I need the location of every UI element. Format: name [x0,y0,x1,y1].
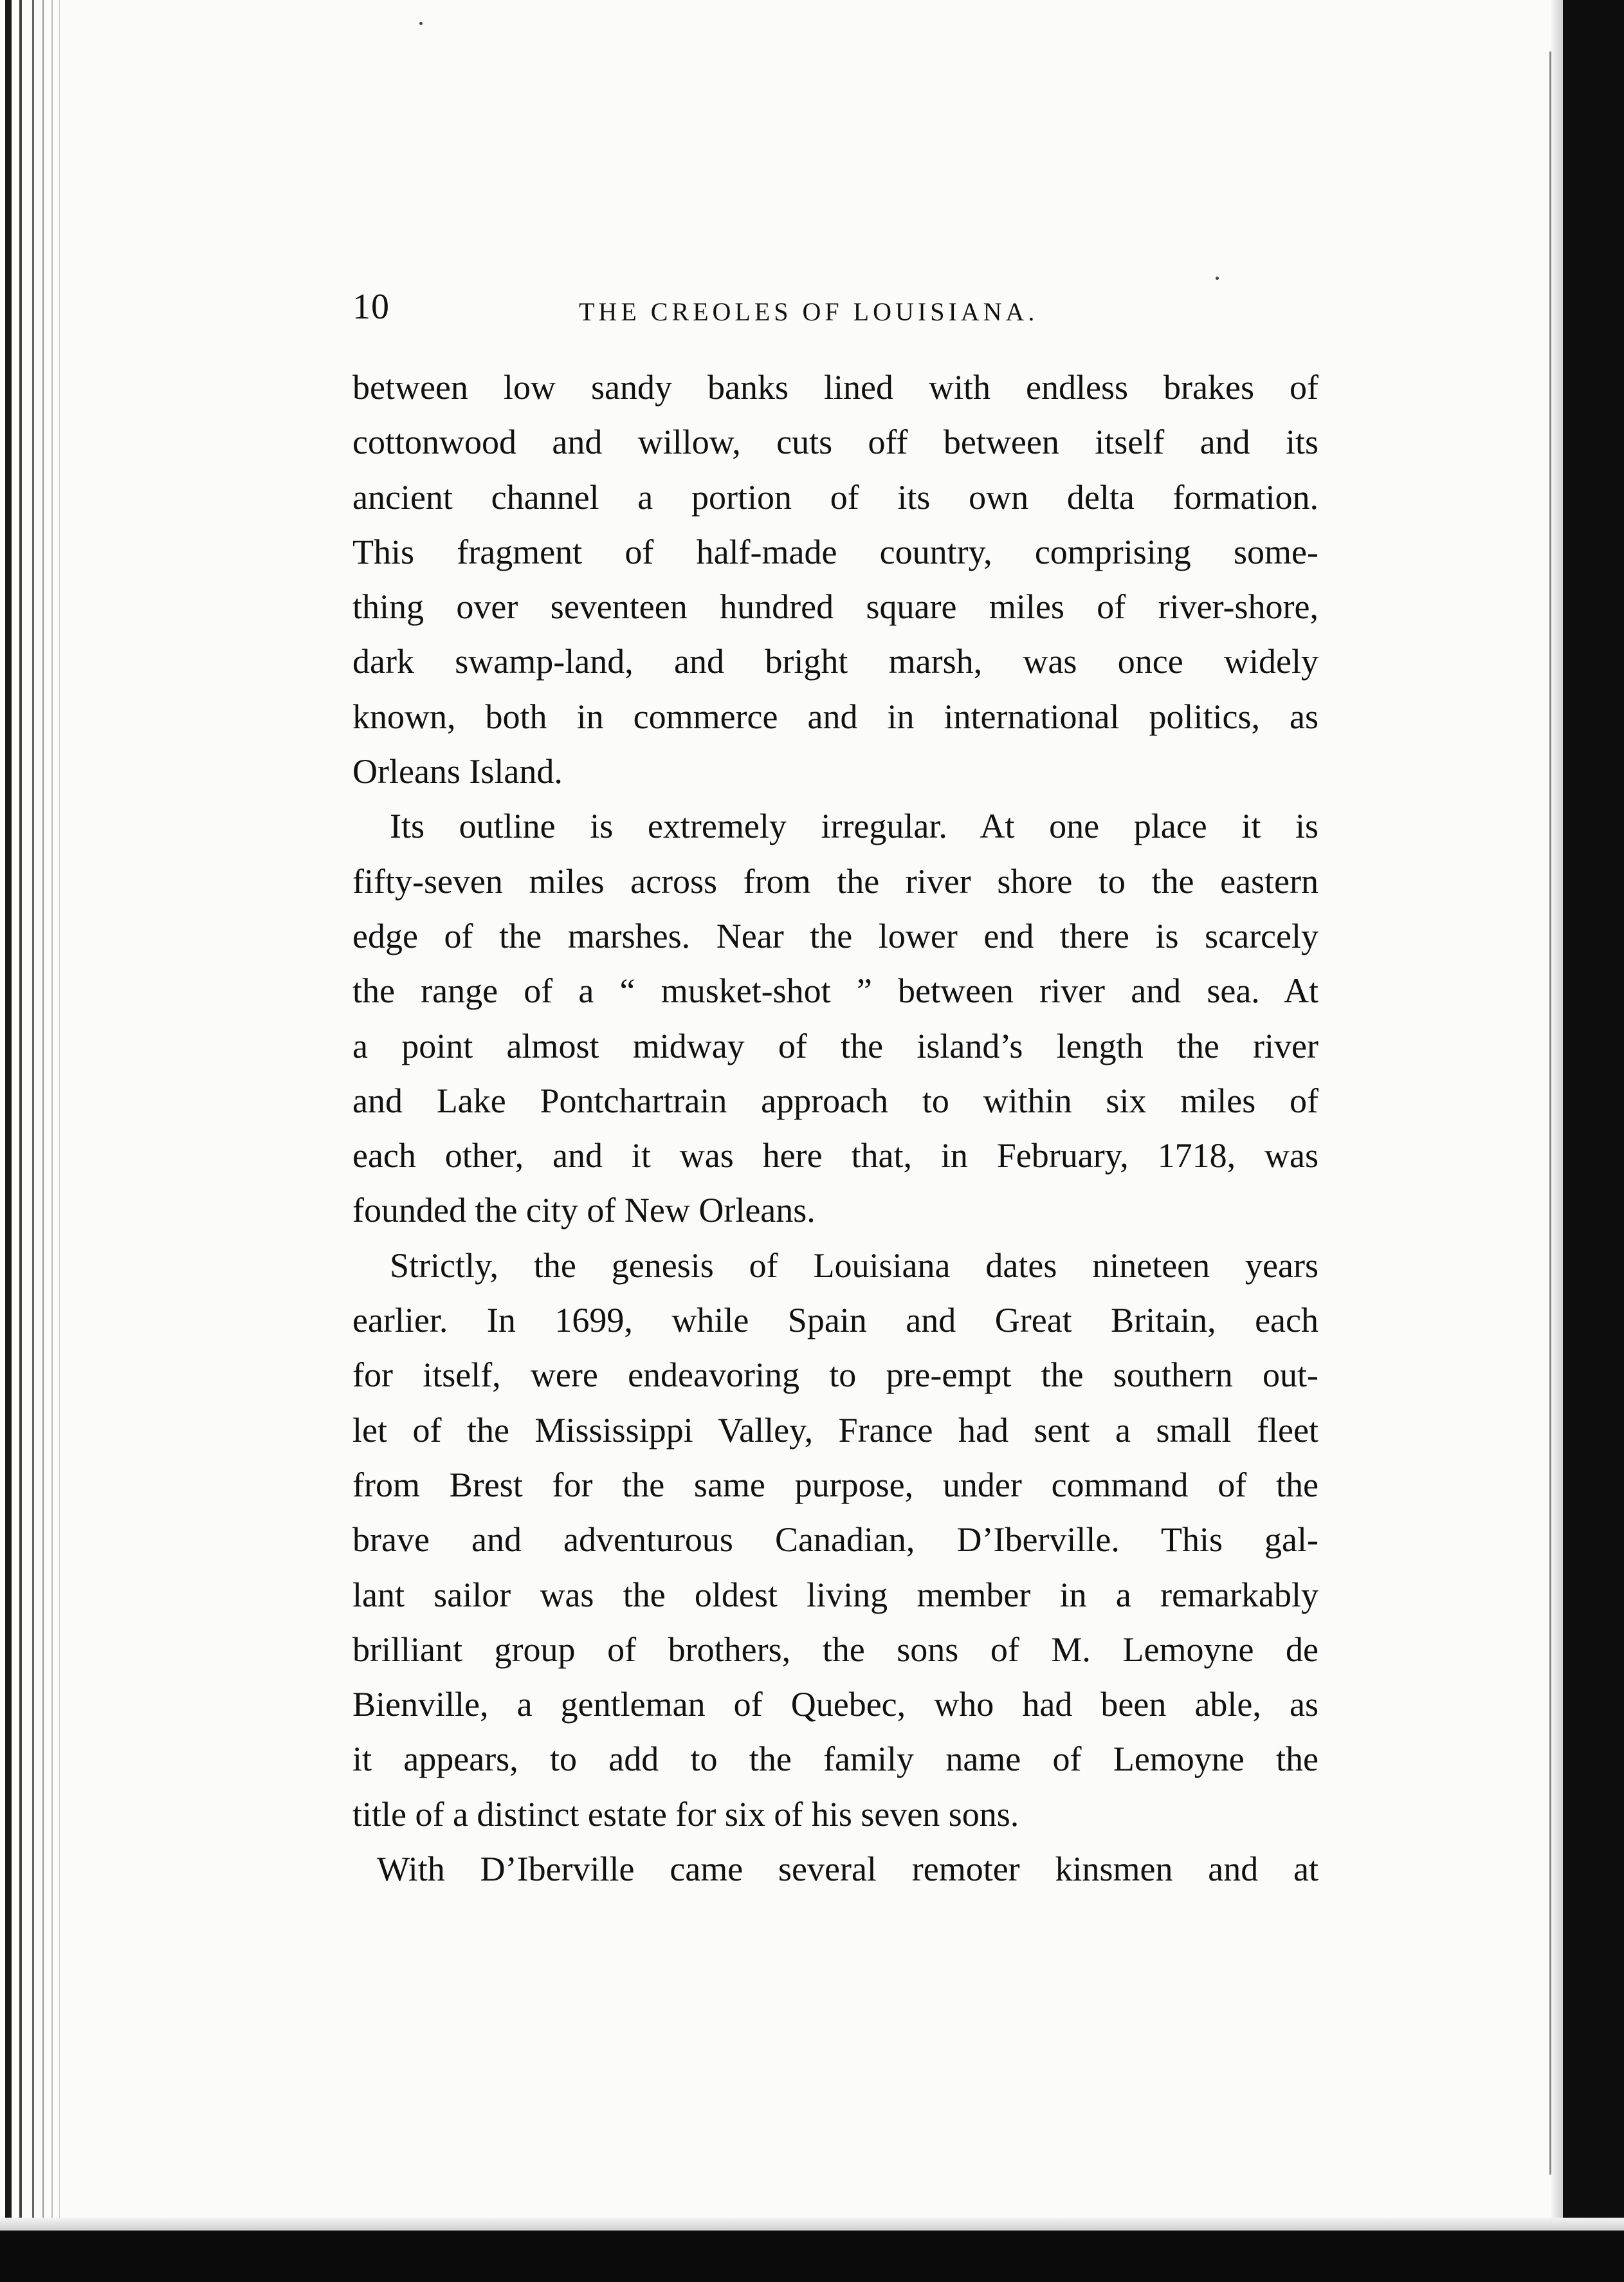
text-line: fifty-seven miles across from the river shore to the eastern [352,861,1318,901]
text-line: dark swamp-land, and bright marsh, was once widely [352,642,1318,681]
text-line: let of the Mississippi Valley, France had sent a small fleet [352,1410,1318,1449]
text-line: ancient channel a portion of its own delta formation. [352,477,1318,517]
text-line: each other, and it was here that, in February, 1718, was [352,1136,1318,1175]
text-line: known, both in commerce and in international politics, as [352,697,1318,736]
text-line: brave and adventurous Canadian, D’Iberville. This gal- [352,1520,1318,1560]
text-line: for itself, were endeavoring to pre-empt the southern out- [352,1356,1318,1395]
text-line: This fragment of half-made country, comprising some- [352,532,1318,571]
running-title: THE CREOLES OF LOUISIANA. [579,297,1039,326]
speck [419,22,423,25]
text-line: brilliant group of brothers, the sons of M. Lemoyne de [352,1630,1318,1669]
body-text [352,360,1318,1897]
text-line: lant sailor was the oldest living member in a remarkably [352,1575,1318,1614]
speck [1216,277,1219,280]
scan-border-right [1563,0,1624,2282]
text-line: Orleans Island. [352,752,563,791]
binding-line [5,0,12,2282]
text-line: title of a distinct estate for six of his seven sons. [352,1794,1019,1834]
text-line: it appears, to add to the family name of Lemoyne the [352,1740,1318,1779]
scan-border-bottom [0,2231,1624,2282]
page-edge-shadow [0,2218,1624,2231]
binding-line [59,0,60,2282]
text-line: Strictly, the genesis of Louisiana dates nineteen years [390,1246,1318,1285]
text-line: Bienville, a gentleman of Quebec, who had been able, as [352,1685,1318,1724]
text-line: the range of a “ musket-shot ” between river and sea. At [352,971,1318,1011]
text-line: a point almost midway of the island’s length the river [352,1026,1318,1065]
text-line: thing over seventeen hundred square miles of river-shore, [352,587,1318,627]
binding-edge-left [0,0,71,2282]
text-line: With D’Iberville came several remoter kinsmen and at [377,1850,1318,1889]
text-line: edge of the marshes. Near the lower end there is scarcely [352,916,1318,955]
text-line: cottonwood and willow, cuts off between itself and its [352,423,1318,462]
page-number: 10 [352,287,390,327]
text-line: between low sandy banks lined with endless brakes of [352,368,1318,407]
text-line: founded the city of New Orleans. [352,1191,816,1230]
binding-line [51,0,53,2282]
text-line: and Lake Pontchartrain approach to within six miles of [352,1081,1318,1120]
binding-line [42,0,44,2282]
text-line: from Brest for the same purpose, under command of the [352,1465,1318,1504]
binding-line [32,0,34,2282]
page-edge-shadow [1551,0,1563,2282]
text-line: Its outline is extremely irregular. At one place it is [390,807,1318,846]
binding-line [19,0,22,2282]
text-line: earlier. In 1699, while Spain and Great Britain, each [352,1301,1318,1340]
page-header [352,286,1317,338]
